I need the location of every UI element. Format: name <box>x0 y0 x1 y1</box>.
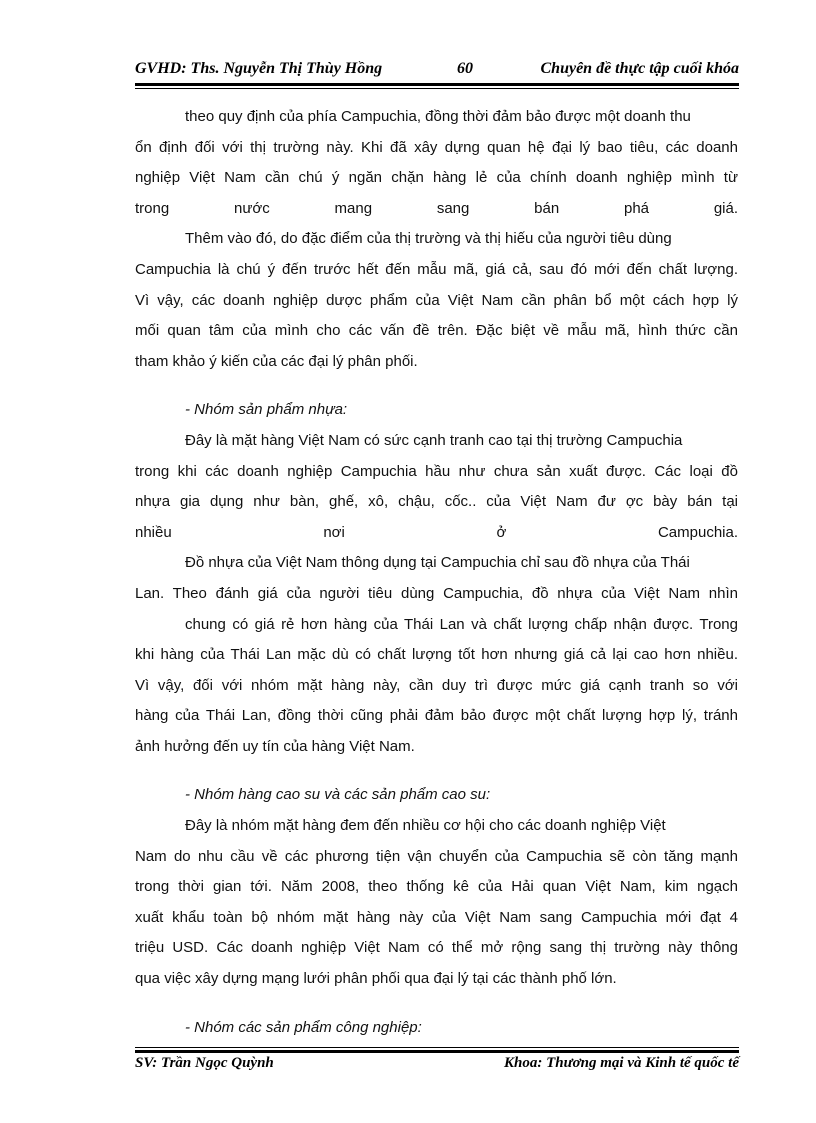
text-line: Đây là nhóm mặt hàng đem đến nhiều cơ hội cho các doanh nghiệp Việt <box>185 817 666 835</box>
text-line: trong khi các doanh nghiệp Campuchia hầu như chưa sản xuất được. Các loại đồ <box>135 462 738 480</box>
text-line: nghiệp Việt Nam cần chú ý ngăn chặn hàng lẻ của chính doanh nghiệp mình từ <box>135 169 738 187</box>
text-line: khi hàng của Thái Lan mặc dù có chất lượng tốt hơn nhưng giá cả lại cao hơn nhiều. <box>135 646 738 664</box>
text-line: triệu USD. Các doanh nghiệp Việt Nam có thể mở rộng sang thị trường này thông <box>135 939 738 957</box>
text-line: Lan. Theo đánh giá của người tiêu dùng Campuchia, đồ nhựa của Việt Nam nhìn <box>135 584 738 602</box>
text-line: ổn định đối với thị trường này. Khi đã xây dựng quan hệ đại lý bao tiêu, các doanh <box>135 138 738 156</box>
paragraph <box>135 224 738 377</box>
text-line: Thêm vào đó, do đặc điểm của thị trường và thị hiếu của người tiêu dùng <box>185 230 672 248</box>
text-line: Đây là mặt hàng Việt Nam có sức cạnh tranh cao tại thị trường Campuchia <box>185 431 683 449</box>
section-heading-plastic: - Nhóm sản phẩm nhựa: <box>185 401 348 419</box>
text-line: Nam do nhu cầu về các phương tiện vận chuyển của Campuchia sẽ còn tăng mạnh <box>135 847 738 865</box>
document-body <box>135 102 738 1043</box>
header-rule <box>135 83 739 89</box>
text-line: mối quan tâm của mình cho các vấn đề trên. Đặc biệt về mẫu mã, hình thức cần <box>135 322 738 340</box>
text-line: chung có giá rẻ hơn hàng của Thái Lan và chất lượng chấp nhận được. Trong <box>185 615 738 633</box>
paragraph <box>135 811 738 995</box>
text-line: trong thời gian tới. Năm 2008, theo thống kê của Hải quan Việt Nam, kim ngạch <box>135 878 738 896</box>
text-line: xuất khẩu toàn bộ nhóm mặt hàng này của Việt Nam sang Campuchia mới đạt 4 <box>135 908 738 926</box>
student-name: SV: Trần Ngọc Quỳnh <box>135 1055 274 1071</box>
text-line: Đồ nhựa của Việt Nam thông dụng tại Campuchia chỉ sau đồ nhựa của Thái <box>185 554 690 572</box>
paragraph <box>135 548 738 762</box>
text-line: tham khảo ý kiến của các đại lý phân phối. <box>135 352 418 370</box>
text-line: hàng của Thái Lan, đồng thời cũng phải đảm bảo được một chất lượng hợp lý, tránh <box>135 707 738 725</box>
text-line: ảnh hưởng đến uy tín của hàng Việt Nam. <box>135 737 415 755</box>
page-number: 60 <box>457 60 473 77</box>
faculty-name: Khoa: Thương mại và Kinh tế quốc tế <box>504 1055 739 1071</box>
report-title: Chuyên đề thực tập cuối khóa <box>540 60 739 77</box>
paragraph <box>135 426 738 548</box>
text-line: Vì vậy, các doanh nghiệp dược phẩm của Việt Nam cần phân bổ một cách hợp lý <box>135 291 738 309</box>
section-heading-rubber: - Nhóm hàng cao su và các sản phẩm cao su: <box>185 786 491 804</box>
paragraph <box>135 102 738 224</box>
text-line: Vì vậy, đối với nhóm mặt hàng này, cần duy trì được mức giá cạnh tranh so với <box>135 676 738 694</box>
text-line: trong nước mang sang bán phá giá. <box>135 199 738 217</box>
footer-rule <box>135 1047 739 1053</box>
text-line: nhựa gia dụng như bàn, ghế, xô, chậu, cốc.. của Việt Nam đư ợc bày bán tại <box>135 493 738 511</box>
advisor-name: GVHD: Ths. Nguyễn Thị Thùy Hồng <box>135 60 383 77</box>
text-line: Campuchia là chú ý đến trước hết đến mẫu mã, giá cả, sau đó mới đến chất lượng. <box>135 260 738 278</box>
text-line: qua việc xây dựng mạng lưới phân phối qua đại lý tại các thành phố lớn. <box>135 970 617 988</box>
text-line: nhiều nơi ở Campuchia. <box>135 523 738 541</box>
section-heading-industrial: - Nhóm các sản phẩm công nghiệp: <box>185 1018 422 1036</box>
page-footer <box>135 1055 739 1077</box>
page-header <box>135 58 739 82</box>
text-line: theo quy định của phía Campuchia, đồng thời đảm bảo được một doanh thu <box>185 108 691 125</box>
